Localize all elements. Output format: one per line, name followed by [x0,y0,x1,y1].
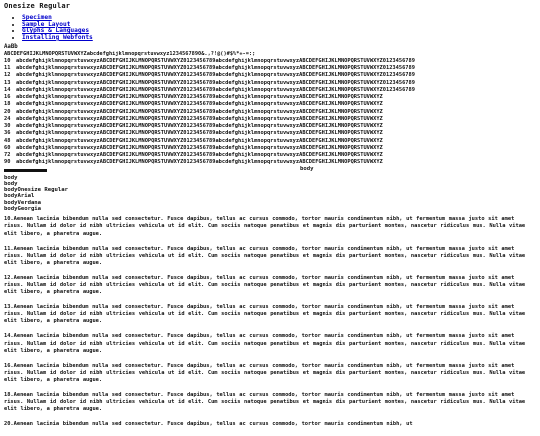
size-label: 20 [4,108,11,115]
size-sample-row [4,72,536,79]
size-sample-rows [4,58,536,167]
paragraph-sample [4,216,536,237]
paragraph-size-label: 12. [4,274,14,281]
paragraph-text: Aenean lacinia bibendum nulla sed consectetur. Fusce dapibus, tellus ac cursus commodo, tortor mauris condimentum nibh, ut fermentum massa justo sit amet risus. Nullam id dolor id nibh ultricies vehicula ut id elit. Cum sociis natoque penatibus et magnis dis parturient montes, nascetur ridiculus mus. Nulla vitae elit libero, a pharetra augue. [4,392,526,413]
paragraph-size-label: 11. [4,245,14,252]
size-sample-text: abcdefghijklmnopqrstuvwxyzABCDEFGHIJKLMNOPQRSTUVWXYZ0123456789abcdefghijklmnopqrstuvwxyzABCDEFGHIJKLMNOPQRSTUVWXYZ0123456789 [16,65,415,72]
size-label: 48 [4,137,11,144]
size-sample-text: abcdefghijklmnopqrstuvwxyzABCDEFGHIJKLMNOPQRSTUVWXYZ0123456789abcdefghijklmnopqrstuvwxyzABCDEFGHIJKLMNOPQRSTUVWXYZ0123456789 [16,86,415,93]
separator-bar [4,169,47,172]
nav-item [22,35,536,42]
size-sample-row [4,159,536,166]
size-sample-row [4,145,536,152]
paragraph-samples [4,216,536,428]
paragraph-text: Aenean lacinia bibendum nulla sed consectetur. Fusce dapibus, tellus ac cursus commodo, tortor mauris condimentum nibh, ut fermentum massa justo sit amet risus. Nullam id dolor id nibh ultricies vehicula ut id elit. Cum sociis natoque penatibus et magnis dis parturient montes, nascetur ridiculus mus. Nulla vitae elit libero, a pharetra augue. [4,362,526,383]
size-sample-text: abcdefghijklmnopqrstuvwxyzABCDEFGHIJKLMNOPQRSTUVWXYZ0123456789abcdefghijklmnopqrstuvwxyzABCDEFGHIJKLMNOPQRSTUVWXYZ [16,94,383,101]
size-label: 10 [4,57,11,64]
size-sample-row [4,101,536,108]
alphabet-sample: ABCDEFGHIJKLMNOPQRSTUVWXYZabcdefghijklmnopqrstuvwxyz1234567890&.,?!@()#$%*+-=:; [4,50,256,57]
size-sample-text: abcdefghijklmnopqrstuvwxyzABCDEFGHIJKLMNOPQRSTUVWXYZ0123456789abcdefghijklmnopqrstuvwxyzABCDEFGHIJKLMNOPQRSTUVWXYZ [16,144,383,151]
size-sample-row [4,123,536,130]
specimen-page [4,2,536,436]
paragraph-size-label: 13. [4,304,14,311]
size-label: 14 [4,86,11,93]
size-label: 18 [4,101,11,108]
nav-link-glyphs-languages[interactable]: Glyphs & Languages [22,27,90,35]
separator-label: body [300,165,314,172]
paragraph-text: Aenean lacinia bibendum nulla sed consectetur. Fusce dapibus, tellus ac cursus commodo, tortor mauris condimentum nibh, ut [13,421,413,428]
size-sample-row [4,116,536,123]
nav-item [22,28,536,35]
size-sample-row [4,94,536,101]
size-label: 30 [4,123,11,130]
size-sample-text: abcdefghijklmnopqrstuvwxyzABCDEFGHIJKLMNOPQRSTUVWXYZ0123456789abcdefghijklmnopqrstuvwxyzABCDEFGHIJKLMNOPQRSTUVWXYZ [16,115,383,122]
page-title: Onesize Regular [4,2,71,10]
size-sample-row [4,87,536,94]
nav-link-installing-webfonts[interactable]: Installing Webfonts [22,33,93,41]
size-label: 11 [4,65,11,72]
body-font-item: bodyArial [4,193,35,200]
paragraph-sample [4,246,536,267]
paragraph-sample [4,304,536,325]
body-font-item: bodyVerdana [4,199,42,206]
paragraph-sample [4,421,536,428]
size-sample-text: abcdefghijklmnopqrstuvwxyzABCDEFGHIJKLMNOPQRSTUVWXYZ0123456789abcdefghijklmnopqrstuvwxyzABCDEFGHIJKLMNOPQRSTUVWXYZ [16,101,383,108]
paragraph-sample [4,275,536,296]
size-sample-text: abcdefghijklmnopqrstuvwxyzABCDEFGHIJKLMNOPQRSTUVWXYZ0123456789abcdefghijklmnopqrstuvwxyzABCDEFGHIJKLMNOPQRSTUVWXYZ [16,137,383,144]
paragraph-size-label: 14. [4,333,14,340]
size-label: 60 [4,144,11,151]
body-font-item: body [4,174,18,181]
nav-link-sample-layout[interactable]: Sample Layout [22,20,71,28]
size-sample-text: abcdefghijklmnopqrstuvwxyzABCDEFGHIJKLMNOPQRSTUVWXYZ0123456789abcdefghijklmnopqrstuvwxyzABCDEFGHIJKLMNOPQRSTUVWXYZ [16,130,383,137]
size-sample-text: abcdefghijklmnopqrstuvwxyzABCDEFGHIJKLMNOPQRSTUVWXYZ0123456789abcdefghijklmnopqrstuvwxyzABCDEFGHIJKLMNOPQRSTUVWXYZ0123456789 [16,57,415,64]
paragraph-text: Aenean lacinia bibendum nulla sed consectetur. Fusce dapibus, tellus ac cursus commodo, tortor mauris condimentum nibh, ut fermentum massa justo sit amet risus. Nullam id dolor id nibh ultricies vehicula ut id elit. Cum sociis natoque penatibus et magnis dis parturient montes, nascetur ridiculus mus. Nulla vitae elit libero, a pharetra augue. [4,333,526,354]
size-sample-text: abcdefghijklmnopqrstuvwxyzABCDEFGHIJKLMNOPQRSTUVWXYZ0123456789abcdefghijklmnopqrstuvwxyzABCDEFGHIJKLMNOPQRSTUVWXYZ0123456789 [16,79,415,86]
size-sample-text: abcdefghijklmnopqrstuvwxyzABCDEFGHIJKLMNOPQRSTUVWXYZ0123456789abcdefghijklmnopqrstuvwxyzABCDEFGHIJKLMNOPQRSTUVWXYZ [16,108,383,115]
body-font-item: bodyOnesize Regular [4,187,68,194]
size-sample-row [4,130,536,137]
paragraph-text: Aenean lacinia bibendum nulla sed consectetur. Fusce dapibus, tellus ac cursus commodo, tortor mauris condimentum nibh, ut fermentum massa justo sit amet risus. Nullam id dolor id nibh ultricies vehicula ut id elit. Cum sociis natoque penatibus et magnis dis parturient montes, nascetur ridiculus mus. Nulla vitae elit libero, a pharetra augue. [4,216,526,237]
size-sample-row [4,152,536,159]
paragraph-text: Aenean lacinia bibendum nulla sed consectetur. Fusce dapibus, tellus ac cursus commodo, tortor mauris condimentum nibh, ut fermentum massa justo sit amet risus. Nullam id dolor id nibh ultricies vehicula ut id elit. Cum sociis natoque penatibus et magnis dis parturient montes, nascetur ridiculus mus. Nulla vitae elit libero, a pharetra augue. [4,274,526,296]
size-label: 72 [4,152,11,159]
size-sample-text: abcdefghijklmnopqrstuvwxyzABCDEFGHIJKLMNOPQRSTUVWXYZ0123456789abcdefghijklmnopqrstuvwxyzABCDEFGHIJKLMNOPQRSTUVWXYZ [16,159,383,166]
nav-list [4,15,536,41]
size-label: 12 [4,72,11,79]
paragraph-size-label: 10. [4,216,14,223]
paragraph-sample [4,333,536,354]
size-sample-row [4,65,536,72]
size-sample-text: abcdefghijklmnopqrstuvwxyzABCDEFGHIJKLMNOPQRSTUVWXYZ0123456789abcdefghijklmnopqrstuvwxyzABCDEFGHIJKLMNOPQRSTUVWXYZ0123456789 [16,72,415,79]
paragraph-sample [4,363,536,384]
size-sample-row [4,109,536,116]
size-sample-row [4,80,536,87]
size-sample-row [4,138,536,145]
size-label: 36 [4,130,11,137]
paragraph-size-label: 20. [4,421,14,428]
size-sample-row [4,58,536,65]
paragraph-text: Aenean lacinia bibendum nulla sed consectetur. Fusce dapibus, tellus ac cursus commodo, tortor mauris condimentum nibh, ut fermentum massa justo sit amet risus. Nullam id dolor id nibh ultricies vehicula ut id elit. Cum sociis natoque penatibus et magnis dis parturient montes, nascetur ridiculus mus. Nulla vitae elit libero, a pharetra augue. [4,304,526,325]
nav-item [22,22,536,29]
paragraph-size-label: 18. [4,392,14,399]
nav-link-specimen[interactable]: Specimen [22,14,52,21]
body-font-list [4,175,536,213]
aabb-sample: AaBb [4,44,18,51]
size-label: 90 [4,159,11,166]
paragraph-sample [4,392,536,413]
size-sample-text: abcdefghijklmnopqrstuvwxyzABCDEFGHIJKLMNOPQRSTUVWXYZ0123456789abcdefghijklmnopqrstuvwxyzABCDEFGHIJKLMNOPQRSTUVWXYZ [16,123,383,130]
size-sample-text: abcdefghijklmnopqrstuvwxyzABCDEFGHIJKLMNOPQRSTUVWXYZ0123456789abcdefghijklmnopqrstuvwxyzABCDEFGHIJKLMNOPQRSTUVWXYZ [16,152,383,159]
paragraph-text: Aenean lacinia bibendum nulla sed consectetur. Fusce dapibus, tellus ac cursus commodo, tortor mauris condimentum nibh, ut fermentum massa justo sit amet risus. Nullam id dolor id nibh ultricies vehicula ut id elit. Cum sociis natoque penatibus et magnis dis parturient montes, nascetur ridiculus mus. Nulla vitae elit libero, a pharetra augue. [4,245,526,266]
nav-item [22,15,536,22]
body-font-item: bodyGeorgia [4,206,42,213]
body-separator [4,167,536,175]
size-label: 16 [4,94,11,101]
body-font-item: body [4,180,18,187]
size-label: 24 [4,115,11,122]
size-label: 13 [4,79,11,86]
paragraph-size-label: 16. [4,362,14,369]
